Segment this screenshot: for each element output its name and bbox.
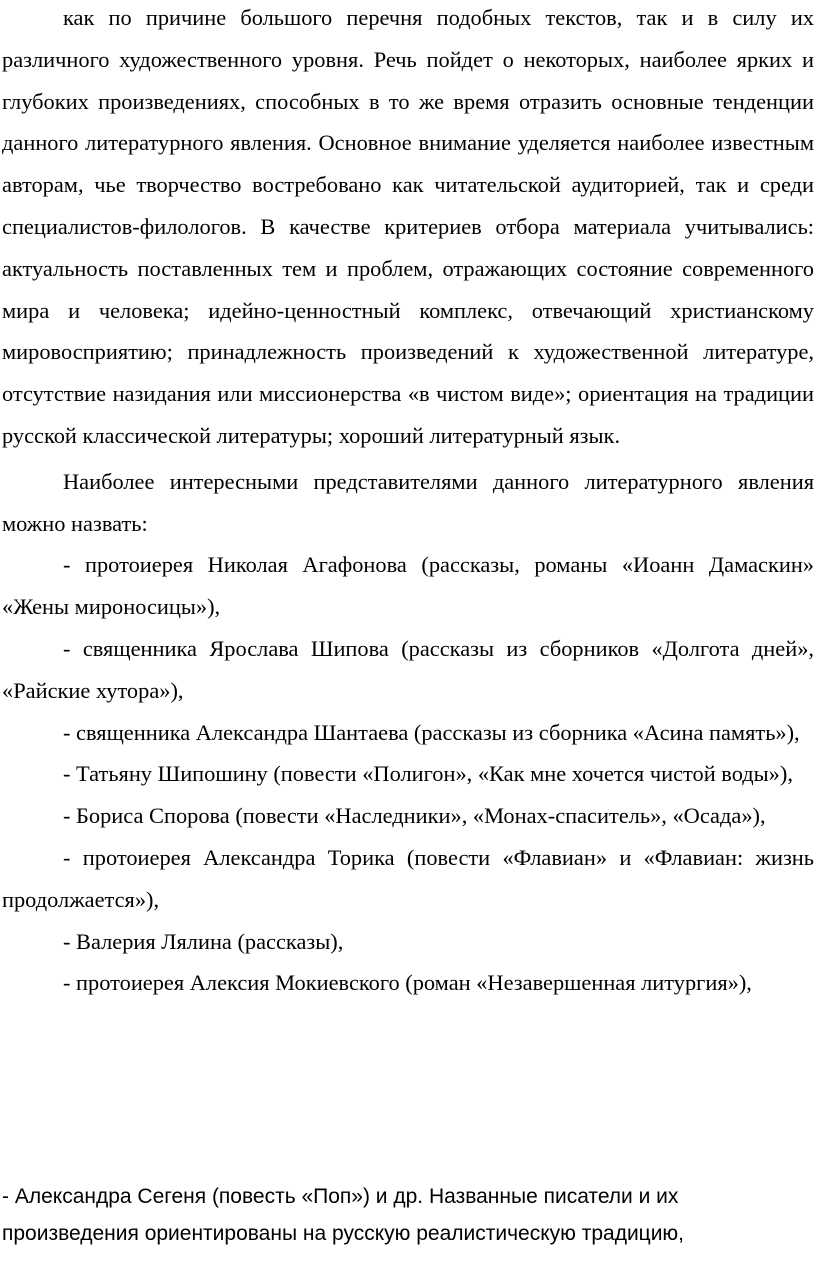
- paragraph-segen-closing: - Александра Сегеня (повесть «Поп») и др. Названные писатели и их произведения ориентированы на русскую реалистическую традицию,: [2, 1185, 685, 1245]
- paragraph-selection-criteria: как по причине большого перечня подобных текстов, так и в силу их различного художественного уровня. Речь пойдет о некоторых, наиболее ярких и глубоких произведениях, способных в то же время отразить основные тенденции данного литературного явления. Основное внимание уделяется наиболее известным авторам, чье творчество востребовано как читательской аудиторией, так и среди специалистов-филологов. В качестве критериев отбора материала учитывались: актуальность поставленных тем и проблем, отражающих состояние современного мира и человека; идейно-ценностный комплекс, отвечающий христианскому мировосприятию; принадлежность произведений к художественной литературе, отсутствие назидания или миссионерства «в чистом виде»; ориентация на традиции русской классической литературы; хороший литературный язык.: [2, 5, 814, 448]
- list-item-mokievsky: - протоиерея Алексия Мокиевского (роман «Незавершенная литургия»),: [63, 970, 752, 996]
- list-item-torik: - протоиерея Александра Торика (повести «Флавиан» и «Флавиан: жизнь продолжается»),: [2, 844, 814, 912]
- list-item-shantaev: - священника Александра Шантаева (рассказы из сборника «Асина память»),: [63, 719, 800, 745]
- list-item-agafonov: - протоиерея Николая Агафонова (рассказы, романы «Иоанн Дамаскин» «Жены мироносицы»),: [2, 552, 814, 620]
- list-item-lyalin: - Валерия Лялина (рассказы),: [63, 928, 344, 954]
- list-item-sporov: - Бориса Спорова (повести «Наследники», «Монах-спаситель», «Осада»),: [63, 803, 766, 829]
- closing-block: [0, 1178, 816, 1252]
- list-item-shiposhina: - Татьяну Шипошину (повести «Полигон», «Как мне хочется чистой воды»),: [63, 761, 793, 787]
- list-item-shipov: - священника Ярослава Шипова (рассказы из сборников «Долгота дней», «Райские хутора»),: [2, 635, 814, 703]
- paragraph-authors-intro: Наиболее интересными представителями данного литературного явления можно назвать:: [2, 468, 814, 536]
